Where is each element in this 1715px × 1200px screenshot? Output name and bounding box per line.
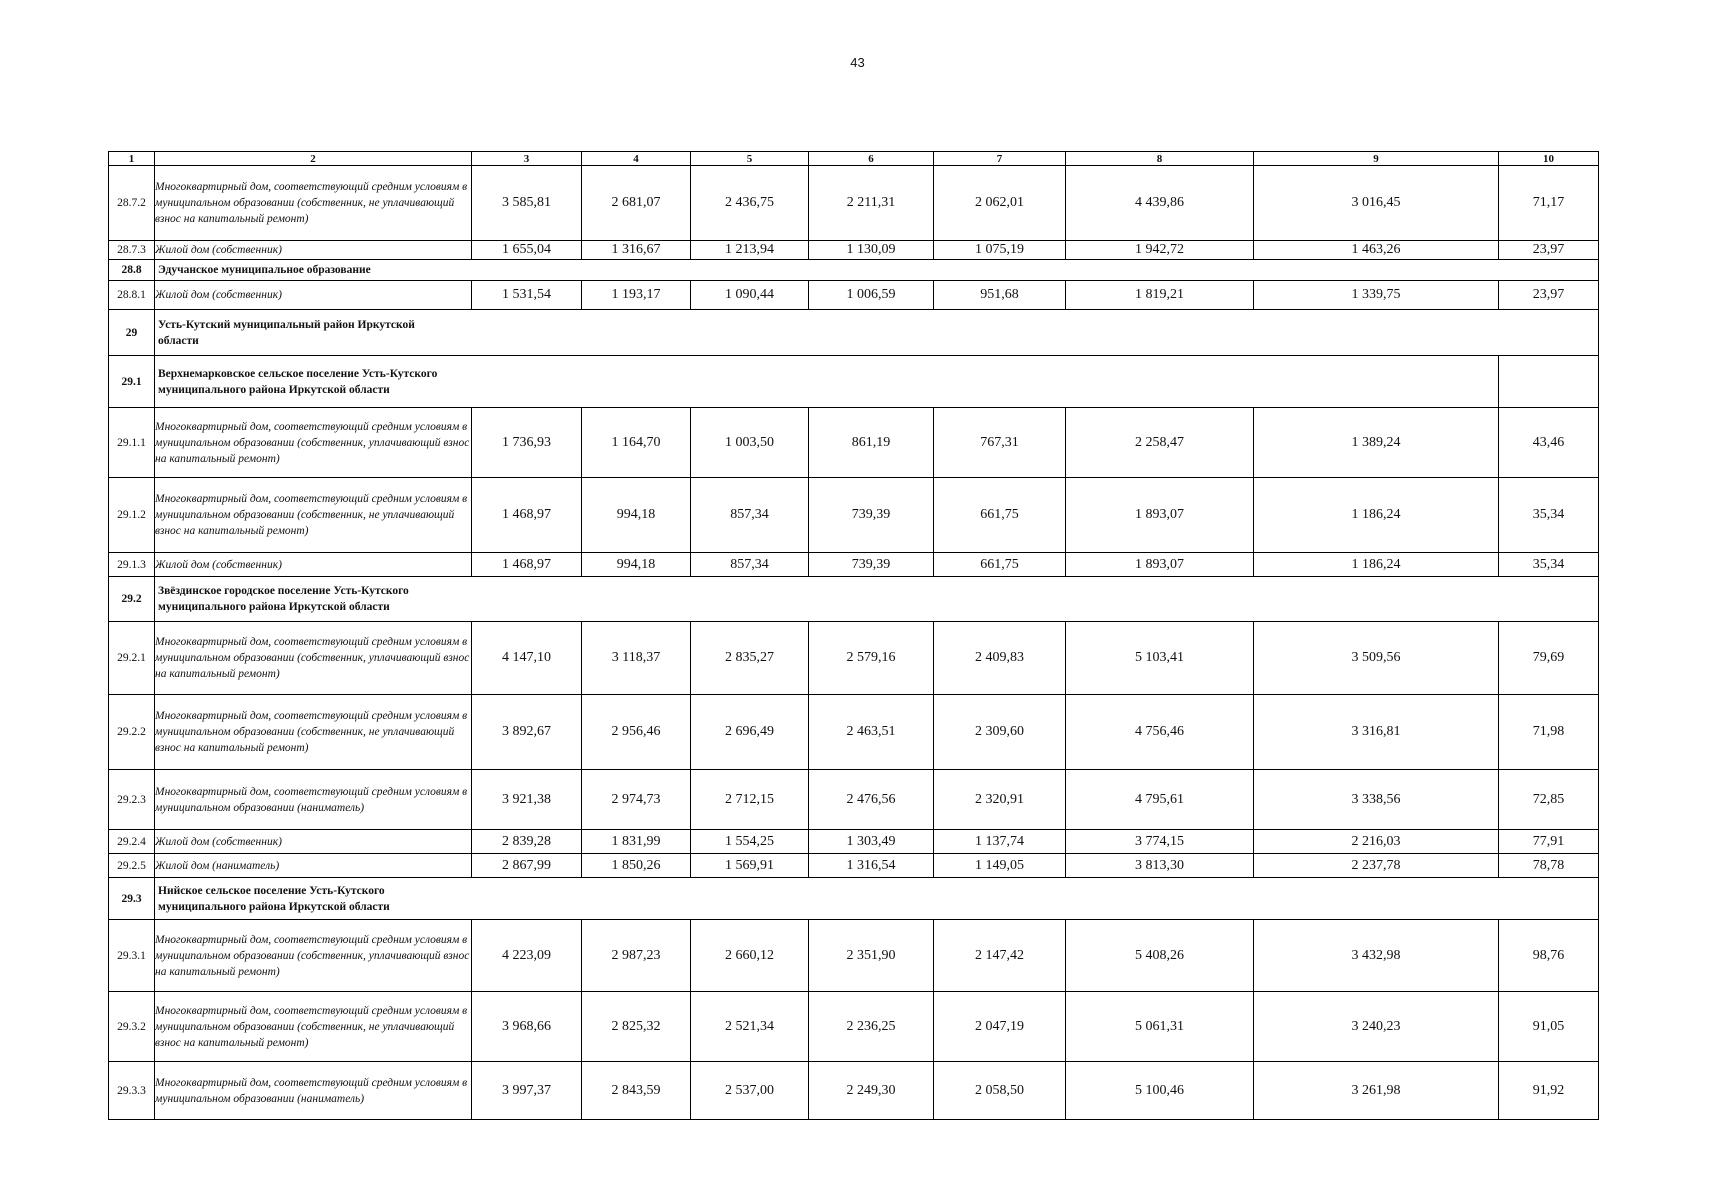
value-cell: 1 389,24: [1254, 408, 1499, 478]
value-cell: 857,34: [691, 478, 809, 553]
section-title: [155, 577, 1599, 622]
row-description: Многоквартирный дом, соответствующий средним условиям в муниципальном образовании (собственник, не уплачивающий взнос на капитальный ремонт): [155, 478, 472, 553]
value-cell: 2 147,42: [934, 920, 1066, 992]
value-cell: 1 468,97: [472, 553, 582, 577]
table-row: [109, 166, 1599, 241]
row-description: Многоквартирный дом, соответствующий средним условиям в муниципальном образовании (собственник, не уплачивающий взнос на капитальный ремонт): [155, 695, 472, 770]
value-cell: 1 193,17: [582, 281, 691, 310]
value-cell: 2 436,75: [691, 166, 809, 241]
table-row: [109, 281, 1599, 310]
value-cell: 1 130,09: [809, 241, 934, 260]
value-cell: 1 850,26: [582, 854, 691, 878]
table-row: [109, 992, 1599, 1062]
value-cell: 1 819,21: [1066, 281, 1254, 310]
value-cell: 3 968,66: [472, 992, 582, 1062]
row-number: 29.3.3: [109, 1062, 155, 1120]
header-cell: 9: [1254, 152, 1499, 166]
value-cell: 78,78: [1499, 854, 1599, 878]
value-cell: 4 439,86: [1066, 166, 1254, 241]
value-cell: 71,98: [1499, 695, 1599, 770]
value-cell: 4 756,46: [1066, 695, 1254, 770]
section-number: 29.1: [109, 356, 155, 408]
value-cell: 3 774,15: [1066, 830, 1254, 854]
header-cell: 3: [472, 152, 582, 166]
section-title: [155, 878, 1599, 920]
value-cell: 994,18: [582, 553, 691, 577]
row-description: Многоквартирный дом, соответствующий средним условиям в муниципальном образовании (наниматель): [155, 770, 472, 830]
value-cell: 2 211,31: [809, 166, 934, 241]
row-number: 29.1.3: [109, 553, 155, 577]
value-cell: 1 075,19: [934, 241, 1066, 260]
table-row: [109, 553, 1599, 577]
section-title-text: Верхнемарковское сельское поселение Усть-Кутского муниципального района Иркутской области: [158, 367, 438, 396]
value-cell: 2 258,47: [1066, 408, 1254, 478]
section-title: [155, 310, 1599, 356]
value-cell: 2 974,73: [582, 770, 691, 830]
table-row: [109, 622, 1599, 695]
value-cell: 1 831,99: [582, 830, 691, 854]
value-cell: 661,75: [934, 478, 1066, 553]
empty-cell: [1499, 356, 1599, 408]
table-row: [109, 478, 1599, 553]
value-cell: 2 216,03: [1254, 830, 1499, 854]
value-cell: 2 351,90: [809, 920, 934, 992]
value-cell: 2 047,19: [934, 992, 1066, 1062]
section-title: [155, 260, 1599, 281]
row-description: Жилой дом (собственник): [155, 241, 472, 260]
value-cell: 2 521,34: [691, 992, 809, 1062]
value-cell: 79,69: [1499, 622, 1599, 695]
row-number: 29.2.3: [109, 770, 155, 830]
value-cell: 951,68: [934, 281, 1066, 310]
value-cell: 739,39: [809, 478, 934, 553]
value-cell: 3 316,81: [1254, 695, 1499, 770]
value-cell: 1 213,94: [691, 241, 809, 260]
value-cell: 3 240,23: [1254, 992, 1499, 1062]
value-cell: 1 554,25: [691, 830, 809, 854]
value-cell: 23,97: [1499, 241, 1599, 260]
table-row: [109, 695, 1599, 770]
section-row: [109, 310, 1599, 356]
row-number: 29.2.1: [109, 622, 155, 695]
row-number: 29.3.1: [109, 920, 155, 992]
table-row: [109, 830, 1599, 854]
value-cell: 4 147,10: [472, 622, 582, 695]
value-cell: 861,19: [809, 408, 934, 478]
row-number: 29.2.5: [109, 854, 155, 878]
table-row: [109, 1062, 1599, 1120]
section-row: [109, 260, 1599, 281]
section-row: [109, 878, 1599, 920]
value-cell: 35,34: [1499, 478, 1599, 553]
section-title-text: Усть-Кутский муниципальный район Иркутской области: [158, 318, 415, 347]
value-cell: 767,31: [934, 408, 1066, 478]
value-cell: 1 316,54: [809, 854, 934, 878]
value-cell: 739,39: [809, 553, 934, 577]
header-cell: 2: [155, 152, 472, 166]
table-row: [109, 408, 1599, 478]
value-cell: 2 309,60: [934, 695, 1066, 770]
row-number: 28.7.3: [109, 241, 155, 260]
value-cell: 2 660,12: [691, 920, 809, 992]
value-cell: 1 736,93: [472, 408, 582, 478]
value-cell: 2 058,50: [934, 1062, 1066, 1120]
section-row: [109, 577, 1599, 622]
value-cell: 2 987,23: [582, 920, 691, 992]
section-title-text: Эдучанское муниципальное образование: [158, 264, 371, 276]
value-cell: 1 003,50: [691, 408, 809, 478]
value-cell: 3 813,30: [1066, 854, 1254, 878]
value-cell: 2 237,78: [1254, 854, 1499, 878]
section-title: [155, 356, 1499, 408]
value-cell: 3 261,98: [1254, 1062, 1499, 1120]
value-cell: 1 303,49: [809, 830, 934, 854]
value-cell: 1 339,75: [1254, 281, 1499, 310]
value-cell: 1 531,54: [472, 281, 582, 310]
value-cell: 1 655,04: [472, 241, 582, 260]
row-number: 29.1.2: [109, 478, 155, 553]
value-cell: 3 997,37: [472, 1062, 582, 1120]
value-cell: 2 867,99: [472, 854, 582, 878]
value-cell: 1 164,70: [582, 408, 691, 478]
value-cell: 3 118,37: [582, 622, 691, 695]
table-row: [109, 770, 1599, 830]
value-cell: 1 893,07: [1066, 478, 1254, 553]
value-cell: 98,76: [1499, 920, 1599, 992]
value-cell: 3 432,98: [1254, 920, 1499, 992]
value-cell: 2 843,59: [582, 1062, 691, 1120]
row-description: Многоквартирный дом, соответствующий средним условиям в муниципальном образовании (собственник, уплачивающий взнос на капитальный ремонт): [155, 408, 472, 478]
row-description: Жилой дом (собственник): [155, 281, 472, 310]
value-cell: 5 061,31: [1066, 992, 1254, 1062]
value-cell: 3 892,67: [472, 695, 582, 770]
value-cell: 1 186,24: [1254, 478, 1499, 553]
section-number: 28.8: [109, 260, 155, 281]
row-number: 29.2.4: [109, 830, 155, 854]
header-cell: 10: [1499, 152, 1599, 166]
header-cell: 5: [691, 152, 809, 166]
header-cell: 7: [934, 152, 1066, 166]
header-cell: 1: [109, 152, 155, 166]
value-cell: 91,92: [1499, 1062, 1599, 1120]
value-cell: 5 100,46: [1066, 1062, 1254, 1120]
value-cell: 3 585,81: [472, 166, 582, 241]
section-row: [109, 356, 1599, 408]
row-number: 29.2.2: [109, 695, 155, 770]
value-cell: 1 569,91: [691, 854, 809, 878]
value-cell: 2 476,56: [809, 770, 934, 830]
value-cell: 857,34: [691, 553, 809, 577]
header-cell: 8: [1066, 152, 1254, 166]
value-cell: 4 795,61: [1066, 770, 1254, 830]
value-cell: 2 681,07: [582, 166, 691, 241]
value-cell: 3 509,56: [1254, 622, 1499, 695]
value-cell: 2 835,27: [691, 622, 809, 695]
table-row: [109, 854, 1599, 878]
row-number: 28.8.1: [109, 281, 155, 310]
row-description: Многоквартирный дом, соответствующий средним условиям в муниципальном образовании (наниматель): [155, 1062, 472, 1120]
section-number: 29.2: [109, 577, 155, 622]
row-number: 28.7.2: [109, 166, 155, 241]
value-cell: 3 016,45: [1254, 166, 1499, 241]
value-cell: 2 579,16: [809, 622, 934, 695]
value-cell: 994,18: [582, 478, 691, 553]
value-cell: 1 090,44: [691, 281, 809, 310]
section-title-text: Нийское сельское поселение Усть-Кутского муниципального района Иркутской области: [158, 884, 390, 913]
value-cell: 1 463,26: [1254, 241, 1499, 260]
row-description: Жилой дом (собственник): [155, 830, 472, 854]
value-cell: 2 249,30: [809, 1062, 934, 1120]
value-cell: 1 942,72: [1066, 241, 1254, 260]
value-cell: 5 103,41: [1066, 622, 1254, 695]
header-cell: 6: [809, 152, 934, 166]
row-description: Многоквартирный дом, соответствующий средним условиям в муниципальном образовании (собственник, не уплачивающий взнос на капитальный ремонт): [155, 166, 472, 241]
header-cell: 4: [582, 152, 691, 166]
value-cell: 72,85: [1499, 770, 1599, 830]
value-cell: 4 223,09: [472, 920, 582, 992]
value-cell: 2 463,51: [809, 695, 934, 770]
value-cell: 2 236,25: [809, 992, 934, 1062]
value-cell: 1 316,67: [582, 241, 691, 260]
value-cell: 71,17: [1499, 166, 1599, 241]
value-cell: 1 149,05: [934, 854, 1066, 878]
value-cell: 2 956,46: [582, 695, 691, 770]
section-number: 29: [109, 310, 155, 356]
value-cell: 5 408,26: [1066, 920, 1254, 992]
header-row: [109, 152, 1599, 166]
row-number: 29.3.2: [109, 992, 155, 1062]
value-cell: 2 062,01: [934, 166, 1066, 241]
value-cell: 3 921,38: [472, 770, 582, 830]
value-cell: 2 409,83: [934, 622, 1066, 695]
section-number: 29.3: [109, 878, 155, 920]
value-cell: 3 338,56: [1254, 770, 1499, 830]
value-cell: 91,05: [1499, 992, 1599, 1062]
value-cell: 2 320,91: [934, 770, 1066, 830]
value-cell: 2 696,49: [691, 695, 809, 770]
value-cell: 1 006,59: [809, 281, 934, 310]
row-description: Многоквартирный дом, соответствующий средним условиям в муниципальном образовании (собственник, не уплачивающий взнос на капитальный ремонт): [155, 992, 472, 1062]
table-row: [109, 920, 1599, 992]
value-cell: 23,97: [1499, 281, 1599, 310]
row-number: 29.1.1: [109, 408, 155, 478]
section-title-text: Звёздинское городское поселение Усть-Кутского муниципального района Иркутской области: [158, 585, 409, 613]
row-description: Жилой дом (наниматель): [155, 854, 472, 878]
value-cell: 1 137,74: [934, 830, 1066, 854]
value-cell: 77,91: [1499, 830, 1599, 854]
row-description: Жилой дом (собственник): [155, 553, 472, 577]
row-description: Многоквартирный дом, соответствующий средним условиям в муниципальном образовании (собственник, уплачивающий взнос на капитальный ремонт): [155, 920, 472, 992]
tariff-table: [108, 151, 1599, 1120]
value-cell: 2 825,32: [582, 992, 691, 1062]
value-cell: 2 537,00: [691, 1062, 809, 1120]
value-cell: 1 186,24: [1254, 553, 1499, 577]
value-cell: 43,46: [1499, 408, 1599, 478]
value-cell: 35,34: [1499, 553, 1599, 577]
value-cell: 661,75: [934, 553, 1066, 577]
value-cell: 2 712,15: [691, 770, 809, 830]
value-cell: 2 839,28: [472, 830, 582, 854]
row-description: Многоквартирный дом, соответствующий средним условиям в муниципальном образовании (собственник, уплачивающий взнос на капитальный ремонт): [155, 622, 472, 695]
value-cell: 1 893,07: [1066, 553, 1254, 577]
page-number: 43: [850, 55, 865, 70]
value-cell: 1 468,97: [472, 478, 582, 553]
table-row: [109, 241, 1599, 260]
